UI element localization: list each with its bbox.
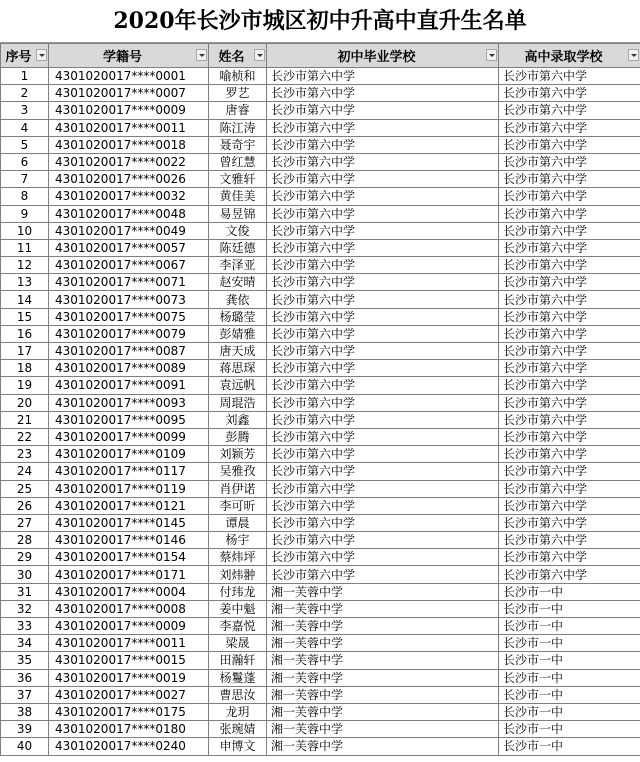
table-row[interactable] [1,360,640,377]
cell-name[interactable]: 蒋思琛 [209,360,267,377]
cell-senior-school[interactable]: 长沙市第六中学 [499,291,640,308]
table-row[interactable] [1,446,640,463]
cell-senior-school[interactable]: 长沙市第六中学 [499,343,640,360]
table-row[interactable] [1,497,640,514]
cell-student-id[interactable]: 4301020017****0022 [49,153,209,170]
cell-senior-school[interactable]: 长沙市第六中学 [499,325,640,342]
cell-junior-school[interactable]: 长沙市第六中学 [267,257,499,274]
cell-senior-school[interactable]: 长沙市第六中学 [499,136,640,153]
cell-index[interactable]: 16 [1,325,49,342]
cell-name[interactable]: 唐天成 [209,343,267,360]
cell-student-id[interactable]: 4301020017****0001 [49,68,209,85]
cell-name[interactable]: 杨鬘蓬 [209,669,267,686]
table-row[interactable] [1,583,640,600]
table-row[interactable] [1,600,640,617]
cell-index[interactable]: 1 [1,68,49,85]
cell-name[interactable]: 吴雅孜 [209,463,267,480]
cell-student-id[interactable]: 4301020017****0091 [49,377,209,394]
table-row[interactable] [1,549,640,566]
table-row[interactable] [1,205,640,222]
cell-student-id[interactable]: 4301020017****0073 [49,291,209,308]
cell-senior-school[interactable]: 长沙市第六中学 [499,85,640,102]
table-row[interactable] [1,308,640,325]
cell-junior-school[interactable]: 长沙市第六中学 [267,360,499,377]
cell-name[interactable]: 赵安晴 [209,274,267,291]
table-row[interactable] [1,669,640,686]
cell-student-id[interactable]: 4301020017****0145 [49,514,209,531]
cell-name[interactable]: 肖伊诺 [209,480,267,497]
cell-student-id[interactable]: 4301020017****0049 [49,222,209,239]
cell-index[interactable]: 20 [1,394,49,411]
cell-junior-school[interactable]: 长沙市第六中学 [267,119,499,136]
cell-index[interactable]: 13 [1,274,49,291]
cell-senior-school[interactable]: 长沙市第六中学 [499,153,640,170]
table-row[interactable] [1,463,640,480]
cell-junior-school[interactable]: 长沙市第六中学 [267,463,499,480]
cell-junior-school[interactable]: 湘一芙蓉中学 [267,600,499,617]
cell-index[interactable]: 31 [1,583,49,600]
cell-senior-school[interactable]: 长沙市第六中学 [499,274,640,291]
cell-student-id[interactable]: 4301020017****0015 [49,652,209,669]
cell-name[interactable]: 袁远帆 [209,377,267,394]
cell-student-id[interactable]: 4301020017****0027 [49,686,209,703]
cell-index[interactable]: 9 [1,205,49,222]
cell-junior-school[interactable]: 长沙市第六中学 [267,532,499,549]
table-row[interactable] [1,394,640,411]
cell-index[interactable]: 34 [1,635,49,652]
table-row[interactable] [1,532,640,549]
cell-index[interactable]: 19 [1,377,49,394]
cell-senior-school[interactable]: 长沙市第六中学 [499,308,640,325]
cell-senior-school[interactable]: 长沙市第六中学 [499,514,640,531]
cell-junior-school[interactable]: 长沙市第六中学 [267,274,499,291]
table-row[interactable] [1,274,640,291]
cell-student-id[interactable]: 4301020017****0026 [49,171,209,188]
table-row[interactable] [1,635,640,652]
table-row[interactable] [1,721,640,738]
cell-name[interactable]: 李泽亚 [209,257,267,274]
cell-index[interactable]: 14 [1,291,49,308]
cell-name[interactable]: 李可昕 [209,497,267,514]
filter-dropdown-icon[interactable] [628,49,639,61]
cell-junior-school[interactable]: 长沙市第六中学 [267,188,499,205]
cell-index[interactable]: 8 [1,188,49,205]
header-row [1,44,640,68]
cell-junior-school[interactable]: 长沙市第六中学 [267,566,499,583]
table-row[interactable] [1,428,640,445]
header-student-id: 学籍号 [49,44,209,68]
cell-name[interactable]: 陈廷德 [209,239,267,256]
cell-index[interactable]: 39 [1,721,49,738]
cell-senior-school[interactable]: 长沙市一中 [499,618,640,635]
cell-student-id[interactable]: 4301020017****0009 [49,618,209,635]
cell-name[interactable]: 刘颖芳 [209,446,267,463]
cell-senior-school[interactable]: 长沙市第六中学 [499,497,640,514]
cell-senior-school[interactable]: 长沙市第六中学 [499,480,640,497]
header-name: 姓名 [209,44,267,68]
cell-name[interactable]: 谭晨 [209,514,267,531]
table-row[interactable] [1,411,640,428]
cell-name[interactable]: 龙玥 [209,703,267,720]
table-row[interactable] [1,480,640,497]
cell-senior-school[interactable]: 长沙市第六中学 [499,222,640,239]
cell-student-id[interactable]: 4301020017****0032 [49,188,209,205]
cell-junior-school[interactable]: 湘一芙蓉中学 [267,635,499,652]
cell-index[interactable]: 10 [1,222,49,239]
table-body [1,68,640,756]
cell-name[interactable]: 申博文 [209,738,267,755]
cell-name[interactable]: 陈江涛 [209,119,267,136]
table-row[interactable] [1,738,640,755]
cell-junior-school[interactable]: 湘一芙蓉中学 [267,618,499,635]
table-row[interactable] [1,257,640,274]
cell-index[interactable]: 5 [1,136,49,153]
cell-senior-school[interactable]: 长沙市第六中学 [499,463,640,480]
cell-senior-school[interactable]: 长沙市一中 [499,635,640,652]
table-row[interactable] [1,618,640,635]
cell-student-id[interactable]: 4301020017****0008 [49,600,209,617]
cell-student-id[interactable]: 4301020017****0099 [49,428,209,445]
cell-student-id[interactable]: 4301020017****0089 [49,360,209,377]
header-junior-school: 初中毕业学校 [267,44,499,68]
cell-senior-school[interactable]: 长沙市第六中学 [499,171,640,188]
table-row[interactable] [1,239,640,256]
sheet-title: 2020年长沙市城区初中升高中直升生名单 [0,0,640,43]
cell-index[interactable]: 38 [1,703,49,720]
cell-name[interactable]: 周琨浩 [209,394,267,411]
cell-name[interactable]: 曹思汝 [209,686,267,703]
cell-senior-school[interactable]: 长沙市一中 [499,703,640,720]
cell-senior-school[interactable]: 长沙市一中 [499,583,640,600]
cell-junior-school[interactable]: 长沙市第六中学 [267,411,499,428]
cell-index[interactable]: 33 [1,618,49,635]
cell-index[interactable]: 17 [1,343,49,360]
cell-junior-school[interactable]: 长沙市第六中学 [267,446,499,463]
cell-index[interactable]: 28 [1,532,49,549]
cell-junior-school[interactable]: 长沙市第六中学 [267,514,499,531]
cell-student-id[interactable]: 4301020017****0057 [49,239,209,256]
cell-senior-school[interactable]: 长沙市一中 [499,669,640,686]
header-index: 序号 [1,44,49,68]
table-row[interactable] [1,136,640,153]
cell-name[interactable]: 罗艺 [209,85,267,102]
cell-junior-school[interactable]: 长沙市第六中学 [267,394,499,411]
cell-index[interactable]: 2 [1,85,49,102]
cell-name[interactable]: 付玮龙 [209,583,267,600]
cell-senior-school[interactable]: 长沙市第六中学 [499,428,640,445]
cell-junior-school[interactable]: 长沙市第六中学 [267,68,499,85]
table-row[interactable] [1,291,640,308]
cell-junior-school[interactable]: 湘一芙蓉中学 [267,721,499,738]
table-row[interactable] [1,703,640,720]
cell-junior-school[interactable]: 长沙市第六中学 [267,497,499,514]
cell-name[interactable]: 曾红慧 [209,153,267,170]
cell-name[interactable]: 刘炜翀 [209,566,267,583]
cell-name[interactable]: 蔡炜坪 [209,549,267,566]
cell-junior-school[interactable]: 长沙市第六中学 [267,136,499,153]
cell-junior-school[interactable]: 长沙市第六中学 [267,343,499,360]
cell-name[interactable]: 文雅轩 [209,171,267,188]
cell-junior-school[interactable]: 长沙市第六中学 [267,325,499,342]
cell-student-id[interactable]: 4301020017****0240 [49,738,209,755]
cell-index[interactable]: 11 [1,239,49,256]
table-row[interactable] [1,343,640,360]
cell-name[interactable]: 彭腾 [209,428,267,445]
cell-student-id[interactable]: 4301020017****0067 [49,257,209,274]
cell-student-id[interactable]: 4301020017****0011 [49,119,209,136]
cell-index[interactable]: 6 [1,153,49,170]
cell-index[interactable]: 37 [1,686,49,703]
cell-index[interactable]: 23 [1,446,49,463]
cell-junior-school[interactable]: 长沙市第六中学 [267,428,499,445]
cell-student-id[interactable]: 4301020017****0007 [49,85,209,102]
cell-student-id[interactable]: 4301020017****0079 [49,325,209,342]
cell-name[interactable]: 张琬婧 [209,721,267,738]
cell-senior-school[interactable]: 长沙市一中 [499,600,640,617]
cell-name[interactable]: 杨宇 [209,532,267,549]
table-row[interactable] [1,377,640,394]
cell-senior-school[interactable]: 长沙市第六中学 [499,411,640,428]
cell-index[interactable]: 24 [1,463,49,480]
cell-student-id[interactable]: 4301020017****0180 [49,721,209,738]
table-row[interactable] [1,171,640,188]
cell-junior-school[interactable]: 长沙市第六中学 [267,377,499,394]
cell-index[interactable]: 18 [1,360,49,377]
cell-senior-school[interactable]: 长沙市一中 [499,686,640,703]
cell-junior-school[interactable]: 长沙市第六中学 [267,85,499,102]
cell-senior-school[interactable]: 长沙市第六中学 [499,239,640,256]
cell-name[interactable]: 唐睿 [209,102,267,119]
cell-senior-school[interactable]: 长沙市第六中学 [499,532,640,549]
cell-name[interactable]: 李嘉悦 [209,618,267,635]
cell-senior-school[interactable]: 长沙市第六中学 [499,119,640,136]
table-row[interactable] [1,85,640,102]
cell-senior-school[interactable]: 长沙市第六中学 [499,377,640,394]
cell-name[interactable]: 姜中魁 [209,600,267,617]
cell-student-id[interactable]: 4301020017****0154 [49,549,209,566]
table-row[interactable] [1,153,640,170]
cell-name[interactable]: 田瀚轩 [209,652,267,669]
cell-index[interactable]: 4 [1,119,49,136]
cell-index[interactable]: 22 [1,428,49,445]
cell-index[interactable]: 32 [1,600,49,617]
table-row[interactable] [1,686,640,703]
cell-junior-school[interactable]: 长沙市第六中学 [267,291,499,308]
table-row[interactable] [1,325,640,342]
filter-dropdown-icon[interactable] [196,49,207,61]
cell-senior-school[interactable]: 长沙市第六中学 [499,549,640,566]
cell-senior-school[interactable]: 长沙市第六中学 [499,446,640,463]
cell-name[interactable]: 易昱锦 [209,205,267,222]
cell-junior-school[interactable]: 湘一芙蓉中学 [267,669,499,686]
cell-junior-school[interactable]: 湘一芙蓉中学 [267,652,499,669]
cell-junior-school[interactable]: 长沙市第六中学 [267,222,499,239]
cell-junior-school[interactable]: 湘一芙蓉中学 [267,738,499,755]
cell-index[interactable]: 36 [1,669,49,686]
cell-student-id[interactable]: 4301020017****0087 [49,343,209,360]
cell-student-id[interactable]: 4301020017****0071 [49,274,209,291]
cell-name[interactable]: 文俊 [209,222,267,239]
cell-index[interactable]: 27 [1,514,49,531]
cell-junior-school[interactable]: 长沙市第六中学 [267,239,499,256]
table-row[interactable] [1,514,640,531]
cell-name[interactable]: 喻桢和 [209,68,267,85]
cell-index[interactable]: 29 [1,549,49,566]
table-row[interactable] [1,102,640,119]
cell-index[interactable]: 15 [1,308,49,325]
cell-student-id[interactable]: 4301020017****0146 [49,532,209,549]
cell-senior-school[interactable]: 长沙市第六中学 [499,566,640,583]
table-row[interactable] [1,68,640,85]
table-row[interactable] [1,188,640,205]
cell-senior-school[interactable]: 长沙市第六中学 [499,68,640,85]
cell-junior-school[interactable]: 长沙市第六中学 [267,308,499,325]
header-senior-school: 高中录取学校 [499,44,640,68]
cell-senior-school[interactable]: 长沙市第六中学 [499,188,640,205]
cell-student-id[interactable]: 4301020017****0117 [49,463,209,480]
cell-index[interactable]: 21 [1,411,49,428]
cell-student-id[interactable]: 4301020017****0004 [49,583,209,600]
cell-junior-school[interactable]: 湘一芙蓉中学 [267,686,499,703]
cell-senior-school[interactable]: 长沙市第六中学 [499,360,640,377]
cell-junior-school[interactable]: 长沙市第六中学 [267,102,499,119]
cell-senior-school[interactable]: 长沙市第六中学 [499,102,640,119]
cell-index[interactable]: 35 [1,652,49,669]
cell-index[interactable]: 12 [1,257,49,274]
cell-name[interactable]: 杨璐莹 [209,308,267,325]
cell-student-id[interactable]: 4301020017****0011 [49,635,209,652]
cell-index[interactable]: 30 [1,566,49,583]
cell-senior-school[interactable]: 长沙市第六中学 [499,205,640,222]
cell-junior-school[interactable]: 湘一芙蓉中学 [267,583,499,600]
cell-student-id[interactable]: 4301020017****0171 [49,566,209,583]
cell-student-id[interactable]: 4301020017****0019 [49,669,209,686]
cell-student-id[interactable]: 4301020017****0095 [49,411,209,428]
table-row[interactable] [1,652,640,669]
cell-junior-school[interactable]: 长沙市第六中学 [267,153,499,170]
cell-student-id[interactable]: 4301020017****0121 [49,497,209,514]
cell-name[interactable]: 黄佳美 [209,188,267,205]
cell-student-id[interactable]: 4301020017****0018 [49,136,209,153]
cell-junior-school[interactable]: 湘一芙蓉中学 [267,703,499,720]
cell-index[interactable]: 40 [1,738,49,755]
cell-junior-school[interactable]: 长沙市第六中学 [267,480,499,497]
cell-student-id[interactable]: 4301020017****0119 [49,480,209,497]
table-row[interactable] [1,222,640,239]
cell-junior-school[interactable]: 长沙市第六中学 [267,205,499,222]
cell-junior-school[interactable]: 长沙市第六中学 [267,171,499,188]
cell-senior-school[interactable]: 长沙市一中 [499,738,640,755]
table-row[interactable] [1,566,640,583]
filter-dropdown-icon[interactable] [486,49,497,61]
cell-student-id[interactable]: 4301020017****0048 [49,205,209,222]
cell-senior-school[interactable]: 长沙市第六中学 [499,394,640,411]
filter-dropdown-icon[interactable] [254,49,265,61]
cell-student-id[interactable]: 4301020017****0175 [49,703,209,720]
student-table [0,43,640,756]
cell-senior-school[interactable]: 长沙市第六中学 [499,257,640,274]
cell-senior-school[interactable]: 长沙市一中 [499,721,640,738]
table-row[interactable] [1,119,640,136]
cell-name[interactable]: 彭婧雅 [209,325,267,342]
cell-junior-school[interactable]: 长沙市第六中学 [267,549,499,566]
cell-index[interactable]: 25 [1,480,49,497]
cell-index[interactable]: 26 [1,497,49,514]
cell-name[interactable]: 梁晟 [209,635,267,652]
filter-dropdown-icon[interactable] [36,49,47,61]
cell-name[interactable]: 刘鑫 [209,411,267,428]
cell-student-id[interactable]: 4301020017****0075 [49,308,209,325]
cell-student-id[interactable]: 4301020017****0109 [49,446,209,463]
cell-student-id[interactable]: 4301020017****0009 [49,102,209,119]
cell-senior-school[interactable]: 长沙市一中 [499,652,640,669]
cell-index[interactable]: 3 [1,102,49,119]
cell-name[interactable]: 聂奇宇 [209,136,267,153]
cell-student-id[interactable]: 4301020017****0093 [49,394,209,411]
cell-index[interactable]: 7 [1,171,49,188]
cell-name[interactable]: 龚依 [209,291,267,308]
